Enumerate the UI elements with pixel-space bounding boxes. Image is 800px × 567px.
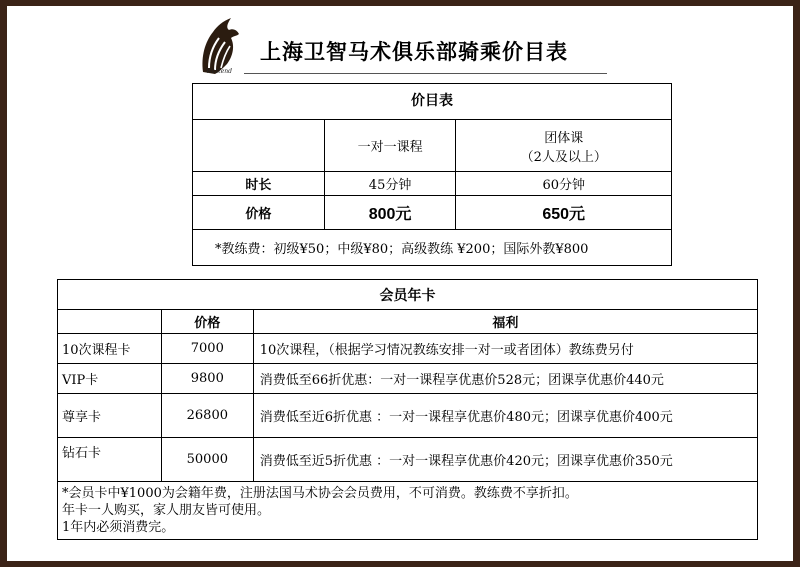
card-price: 50000 [161, 438, 253, 482]
card-name: 尊享卡 [58, 394, 162, 438]
card-price: 26800 [161, 394, 253, 438]
logo-text: Westend [206, 68, 232, 75]
table-row [58, 394, 758, 438]
card-benefit: 消费低至近5折优惠 ：一对一课程享优惠价420元；团课享优惠价350元 [253, 438, 757, 482]
price-sheet [7, 6, 793, 561]
duration-one-on-one: 45分钟 [324, 172, 456, 196]
price-table-heading: 价目表 [193, 84, 672, 120]
price-table [192, 83, 672, 266]
empty-cell [58, 310, 162, 334]
note-line: 年卡一人购买，家人朋友皆可使用。 [62, 503, 271, 518]
card-name: 钻石卡 [58, 438, 162, 482]
note-line: *会员卡中¥1000为会籍年费，注册法国马术协会会员费用，不可消费。教练费不享折扣。 [62, 486, 578, 501]
empty-cell [193, 120, 325, 172]
col-group-class [456, 120, 672, 172]
row-label-price: 价格 [193, 196, 325, 230]
membership-table [57, 279, 758, 540]
card-name: 10次课程卡 [58, 334, 162, 364]
table-row [58, 364, 758, 394]
price-group: 650元 [456, 196, 672, 230]
group-label-line1: 团体课 [544, 130, 584, 146]
membership-heading: 会员年卡 [58, 280, 758, 310]
row-label-duration: 时长 [193, 172, 325, 196]
card-benefit: 消费低至66折优惠：一对一课程享优惠价528元；团课享优惠价440元 [253, 364, 757, 394]
duration-group: 60分钟 [456, 172, 672, 196]
horse-logo-icon [193, 16, 245, 76]
card-benefit: 消费低至近6折优惠 ：一对一课程享优惠价480元；团课享优惠价400元 [253, 394, 757, 438]
title-underline [244, 73, 607, 74]
card-price: 9800 [161, 364, 253, 394]
card-name: VIP卡 [58, 364, 162, 394]
card-benefit: 10次课程，（根据学习情况教练安排一对一或者团体）教练费另付 [253, 334, 757, 364]
card-price: 7000 [161, 334, 253, 364]
col-price: 价格 [161, 310, 253, 334]
col-one-on-one: 一对一课程 [324, 120, 456, 172]
table-row [58, 334, 758, 364]
coach-fee-note: *教练费：初级¥50；中级¥80；高级教练 ¥200；国际外教¥800 [193, 230, 672, 266]
note-line: 1年内必须消费完。 [62, 520, 175, 535]
table-row [58, 438, 758, 482]
price-one-on-one: 800元 [324, 196, 456, 230]
page-title: 上海卫智马术俱乐部骑乘价目表 [260, 39, 568, 64]
group-label-line2: （2人及以上） [520, 149, 607, 165]
membership-notes [58, 482, 758, 540]
col-benefit: 福利 [253, 310, 757, 334]
